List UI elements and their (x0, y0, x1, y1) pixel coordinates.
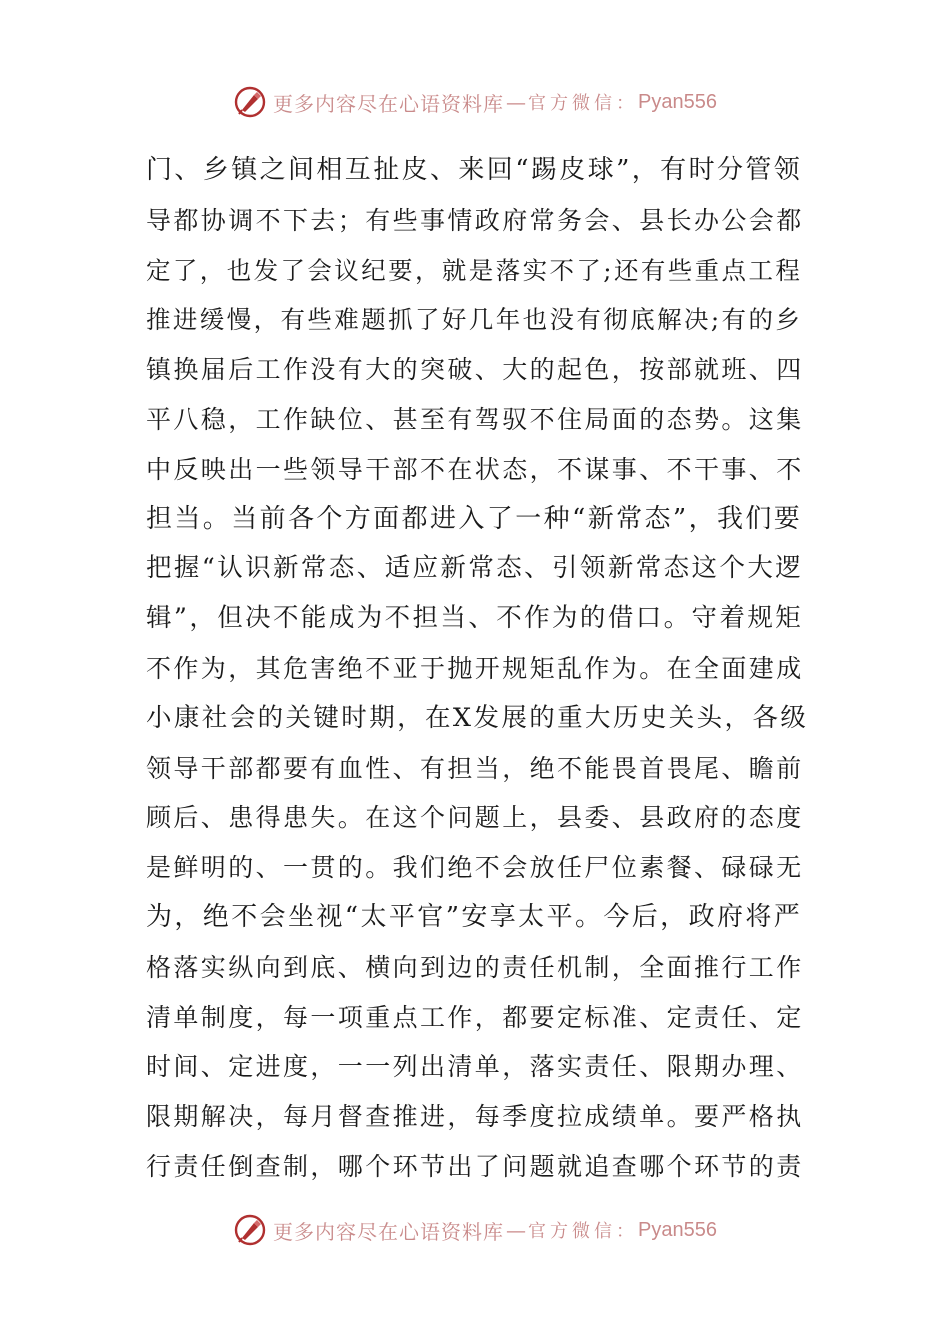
header-banner (0, 82, 950, 122)
text-line: 中反映出一些领导干部不在状态，不谋事、不干事、不 (146, 454, 804, 484)
header-contact-label: 官方微信： (528, 93, 639, 114)
text-line: 推进缓慢，有些难题抓了好几年也没有彻底解决;有的乡 (146, 305, 803, 335)
text-line: 定了，也发了会议纪要，就是落实不了;还有些重点工程 (146, 255, 803, 285)
text-line: 辑”，但决不能成为不担当、不作为的借口。守着规矩 (146, 603, 804, 634)
text-line: 镇换届后工作没有大的突破、大的起色，按部就班、四 (146, 355, 804, 385)
footer-separator: — (506, 1218, 527, 1242)
text-line: 门、乡镇之间相互扯皮、来回“踢皮球”，有时分管领 (146, 155, 803, 185)
footer-banner-text: 更多内容尽在心语资料库 (273, 1219, 505, 1244)
text-line: 担当。当前各个方面都进入了一种“新常态”，我们要 (146, 503, 803, 534)
header-banner-text: 更多内容尽在心语资料库 (273, 91, 505, 116)
text-line: 导都协调不下去；有些事情政府常务会、县长办公会都 (146, 205, 804, 235)
text-line: 为，绝不会坐视“太平官”安享太平。今后，政府将严 (146, 901, 803, 932)
footer-contact-label: 官方微信： (528, 1221, 639, 1242)
pen-nib-logo-icon (233, 1213, 267, 1247)
text-line: 领导干部都要有血性、有担当，绝不能畏首畏尾、瞻前 (146, 753, 804, 783)
text-line: 格落实纵向到底、横向到边的责任机制，全面推行工作 (146, 952, 804, 982)
text-line: 限期解决，每月督查推进，每季度拉成绩单。要严格执 (146, 1102, 804, 1132)
text-line: 是鲜明的、一贯的。我们绝不会放任尸位素餐、碌碌无 (146, 853, 804, 883)
text-line: 顾后、患得患失。在这个问题上，县委、县政府的态度 (146, 803, 804, 833)
text-line: 把握“认识新常态、适应新常态、引领新常态这个大逻 (146, 553, 804, 584)
document-body (146, 146, 808, 1192)
text-line: 清单制度，每一项重点工作，都要定标准、定责任、定 (146, 1002, 804, 1032)
header-separator: — (506, 90, 527, 114)
pen-nib-logo-icon (233, 85, 267, 119)
text-line: 平八稳，工作缺位、甚至有驾驭不住局面的态势。这集 (146, 404, 804, 434)
text-line: 时间、定进度，一一列出清单，落实责任、限期办理、 (146, 1052, 804, 1082)
footer-contact-id: Pyan556 (638, 1218, 717, 1241)
text-line: 行责任倒查制，哪个环节出了问题就追查哪个环节的责 (146, 1151, 804, 1181)
header-contact-id: Pyan556 (638, 90, 717, 113)
text-line: 不作为，其危害绝不亚于抛开规矩乱作为。在全面建成 (146, 653, 804, 683)
footer-banner (0, 1210, 950, 1250)
text-line: 小康社会的关键时期，在X发展的重大历史关头，各级 (146, 702, 808, 733)
